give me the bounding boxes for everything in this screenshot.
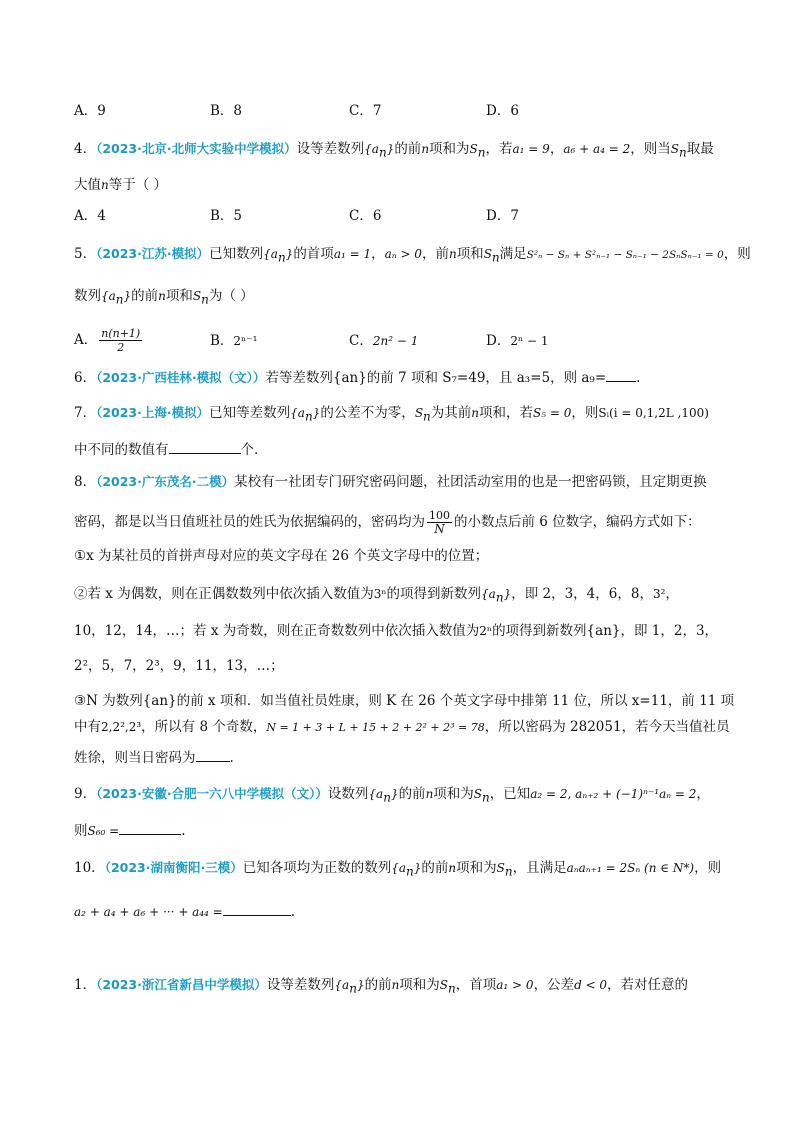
question-5-line-1: 5．（2023·江苏·模拟）已知数列$\{a_n\}$的首项a₁ = 1，aₙ > 0，前n项和$S_n$满足S²ₙ − Sₙ + S²ₙ₋₁ − Sₙ₋₁ − 2SₙSₙ₋₁ = 0，则	[74, 246, 751, 265]
question-8-source: （2023·广东茂名·二模）	[96, 474, 235, 489]
question-1-next-section: 1．（2023·浙江省新昌中学模拟）设等差数列$\{a_n\}$的前n项和为$S_n$，首项a₁ > 0，公差d < 0，若对任意的	[74, 977, 689, 996]
q4-option-d: D．7	[486, 208, 519, 224]
q3-option-b: B．8	[210, 103, 243, 119]
answer-blank	[223, 901, 291, 916]
question-8-line-2: 密码，都是以当日值班社员的姓氏为依据编码的，密码均为 $\frac{100}{N}$ 的小数点后前 6 位数字，编码方式如下：	[74, 509, 701, 536]
question-9-line-1: 9．（2023·安徽·合肥一六八中学模拟（文））设数列$\{a_n\}$的前n项和为$S_n$，已知a₂ = 2, aₙ₊₂ + (−1)ⁿ⁻¹aₙ = 2，	[74, 786, 710, 805]
question-8-line-8: 中有2,2²,2³，所以有 8 个奇数，N = 1 + 3 + L + 15 + 2 + 2² + 2³ = 78，所以密码为 282051，若今天当值社员	[74, 719, 730, 735]
question-6-source: （2023·广西桂林·模拟（文））	[96, 370, 266, 385]
answer-blank	[169, 439, 241, 454]
question-7-line-1: 7．（2023·上海·模拟）已知等差数列$\{a_n\}$的公差不为零，$S_n$为其前n项和，若S₅ = 0，则Sᵢ(i = 0,1,2L ,100)	[74, 405, 709, 424]
question-8-line-6: 2²，5，7，2³，9，11，13，…；	[74, 658, 284, 674]
question-5-source: （2023·江苏·模拟）	[96, 246, 210, 261]
question-8-line-7: ③N 为数列{an}的前 x 项和．如当值社员姓康，则 K 在 26 个英文字母中排第 11 位，所以 x=11，前 11 项	[74, 693, 735, 709]
answer-blank	[606, 367, 636, 382]
question-10-source: （2023·湖南衡阳·三模）	[104, 860, 243, 875]
question-10-line-2: a₂ + a₄ + a₆ + ··· + a₄₄ = .	[74, 901, 295, 922]
question-8-line-3: ①x 为某社员的首拼声母对应的英文字母在 26 个英文字母中的位置；	[74, 548, 489, 564]
q4-option-a: A．4	[74, 208, 106, 224]
question-8-line-9: 姓徐，则当日密码为 .	[74, 747, 234, 768]
answer-blank	[119, 820, 181, 835]
q8-fraction: $\frac{100}{N}$	[429, 509, 450, 536]
question-7-source: （2023·上海·模拟）	[96, 405, 210, 420]
q5-option-d: D．2ⁿ − 1	[486, 333, 549, 349]
question-10-line-1: 10．（2023·湖南衡阳·三模）已知各项均为正数的数列$\{a_n\}$的前n项和为$S_n$，且满足aₙaₙ₊₁ = 2Sₙ (n ∈ N*)，则	[74, 860, 722, 879]
q5-option-a-fraction: $\frac{n(n+1)}{2}$	[101, 327, 141, 354]
q4-option-b: B．5	[210, 208, 243, 224]
q3-option-d: D．6	[486, 103, 519, 119]
q3-option-a: A．9	[74, 103, 106, 119]
q5-option-c: C．2n² − 1	[349, 333, 419, 349]
q4-option-c: C．6	[349, 208, 382, 224]
question-7-line-2: 中不同的数值有 个.	[74, 439, 258, 460]
question-9-line-2: 则S₆₀ = .	[74, 820, 186, 841]
question-4-line-1: 4．（2023·北京·北师大实验中学模拟）设等差数列$\{a_n\}$的前n项和为$S_n$，若a₁ = 9，a₆ + a₄ = 2，则当$S_n$取最	[74, 141, 714, 160]
question-4-source: （2023·北京·北师大实验中学模拟）	[96, 141, 297, 156]
question-6: 6．（2023·广西桂林·模拟（文））若等差数列{an}的前 7 项和 S₇=49，且 a₃=5，则 a₉= .	[74, 367, 640, 388]
question-5-line-2: 数列$\{a_n\}$的前n项和$S_n$为（ ）	[74, 288, 254, 307]
q3-option-c: C．7	[349, 103, 382, 119]
question-9-source: （2023·安徽·合肥一六八中学模拟（文））	[96, 786, 328, 801]
answer-blank	[196, 747, 230, 762]
question-1-source: （2023·浙江省新昌中学模拟）	[96, 977, 267, 992]
question-4-line-2: 大值n等于（ ）	[74, 177, 168, 193]
question-8-line-5: 10，12，14，…；若 x 为奇数，则在正奇数数列中依次插入数值为2ⁿ的项得到新数列{an}，即 1，2，3，	[74, 623, 719, 639]
question-8-line-4: ②若 x 为偶数，则在正偶数数列中依次插入数值为3ⁿ的项得到新数列$\{a_n\}$，即 2，3，4，6，8，3²，	[74, 586, 679, 605]
q5-option-a: A． $\frac{n(n+1)}{2}$	[74, 327, 141, 354]
question-8-line-1: 8．（2023·广东茂名·二模）某校有一社团专门研究密码问题，社团活动室用的也是一把密码锁，且定期更换	[74, 474, 707, 490]
q5-option-b: B．2ⁿ⁻¹	[210, 333, 258, 349]
